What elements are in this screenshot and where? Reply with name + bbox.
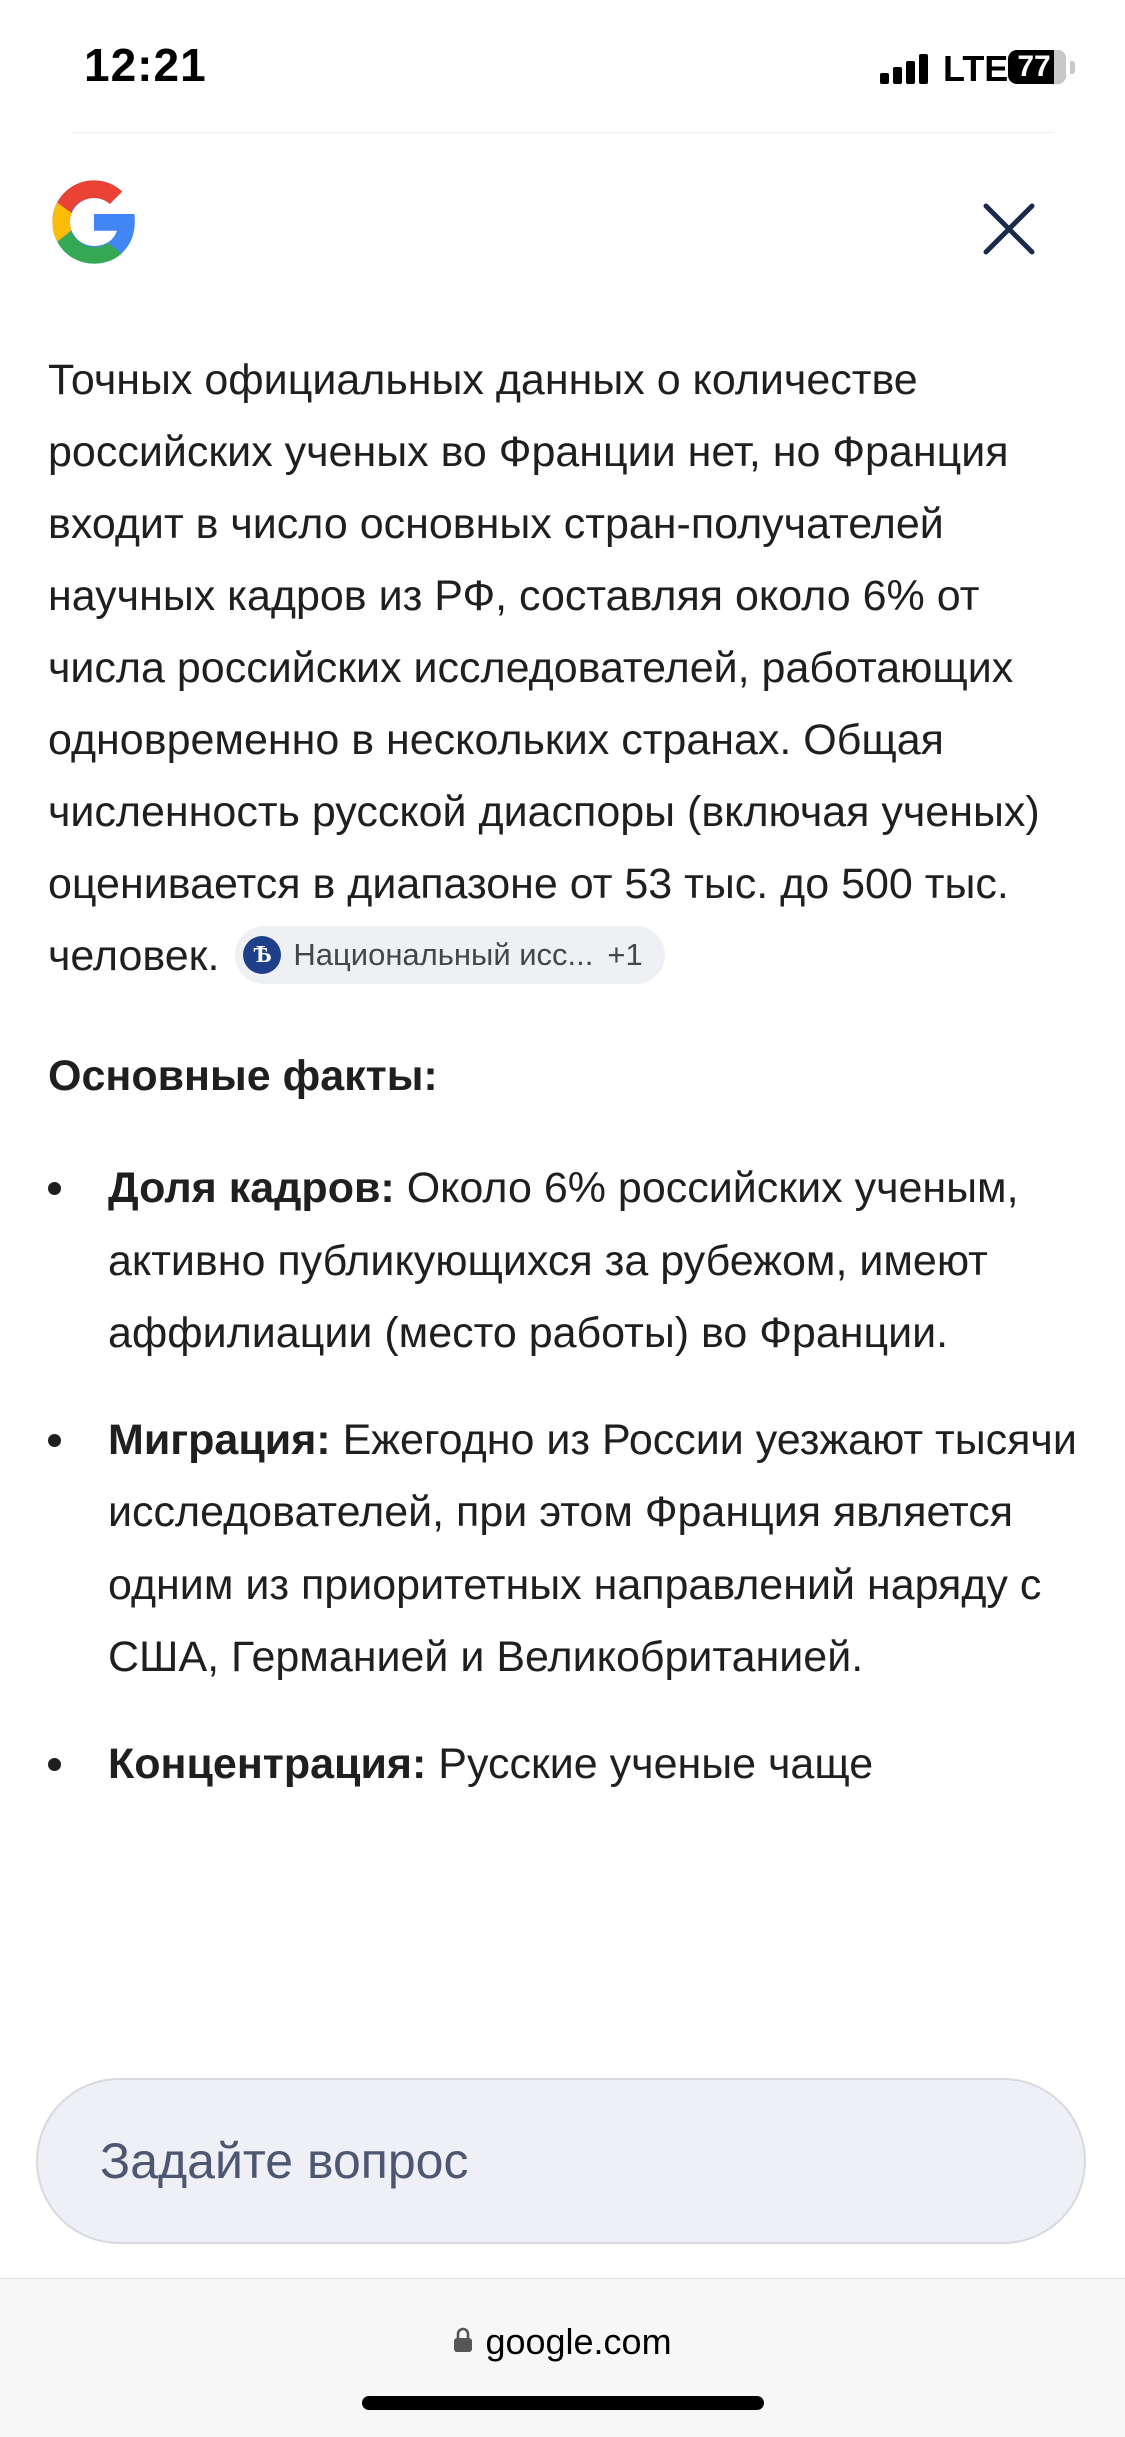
google-g-icon [46, 174, 142, 270]
battery-icon [1008, 50, 1066, 84]
source-chip-count: +1 [607, 936, 643, 972]
list-item [48, 1152, 1118, 1370]
source-chip-label: Национальный исс... [293, 936, 594, 972]
browser-address-bar[interactable] [0, 2278, 1125, 2437]
battery-level: 77 [1017, 50, 1051, 83]
home-indicator[interactable] [362, 2396, 764, 2410]
status-bar [0, 0, 1125, 130]
facts-heading: Основные факты: [48, 1052, 438, 1100]
answer-paragraph [48, 344, 1088, 992]
battery-tip [1070, 61, 1075, 74]
facts-list [48, 1152, 1088, 1800]
url-text: google.com [485, 2321, 672, 2362]
ask-placeholder: Задайте вопрос [100, 2133, 469, 2189]
hse-logo-icon: Ѣ [243, 936, 281, 974]
bullet [48, 1182, 61, 1195]
list-item [48, 1404, 1118, 1694]
lock-icon [453, 2327, 473, 2353]
status-divider [72, 132, 1052, 133]
answer-text: Точных официальных данных о количестве российских ученых во Франции нет, но Франция входит в число основных стран-получателей научных кадров из РФ, составляя около 6% от числа российских исследователей, работающих одновременно в нескольких странах. Общая численность русской диаспоры (включая ученых) оценивается в диапазоне от 53 тыс. до 500 тыс. человек. [48, 356, 1040, 980]
fact-text: Русские ученые чаще [438, 1739, 874, 1788]
fact-title: Миграция: [108, 1415, 331, 1464]
close-button[interactable] [976, 196, 1042, 262]
fact-title: Доля кадров: [108, 1164, 395, 1212]
close-icon [976, 196, 1042, 262]
status-time: 12:21 [84, 39, 207, 91]
fact-text: Около 6% российских ученым, активно публикующихся за рубежом, имеют аффилиации (место работы) во Франции. [108, 1164, 1019, 1357]
bullet [48, 1434, 61, 1447]
list-item [48, 1728, 1118, 1801]
network-type: LTE [943, 48, 1009, 89]
content-fade [0, 2010, 1125, 2080]
url-display[interactable] [0, 2321, 1125, 2363]
fact-text: Ежегодно из России уезжают тысячи исследователей, при этом Франция является одним из приоритетных направлений наряду с США, Германией и Великобританией. [108, 1415, 1077, 1681]
source-chip[interactable] [235, 926, 664, 984]
bullet [48, 1758, 61, 1771]
ai-answer [48, 344, 1088, 1834]
fact-title: Концентрация: [108, 1739, 427, 1788]
cellular-signal-icon [880, 54, 932, 84]
ask-input[interactable] [36, 2078, 1086, 2244]
